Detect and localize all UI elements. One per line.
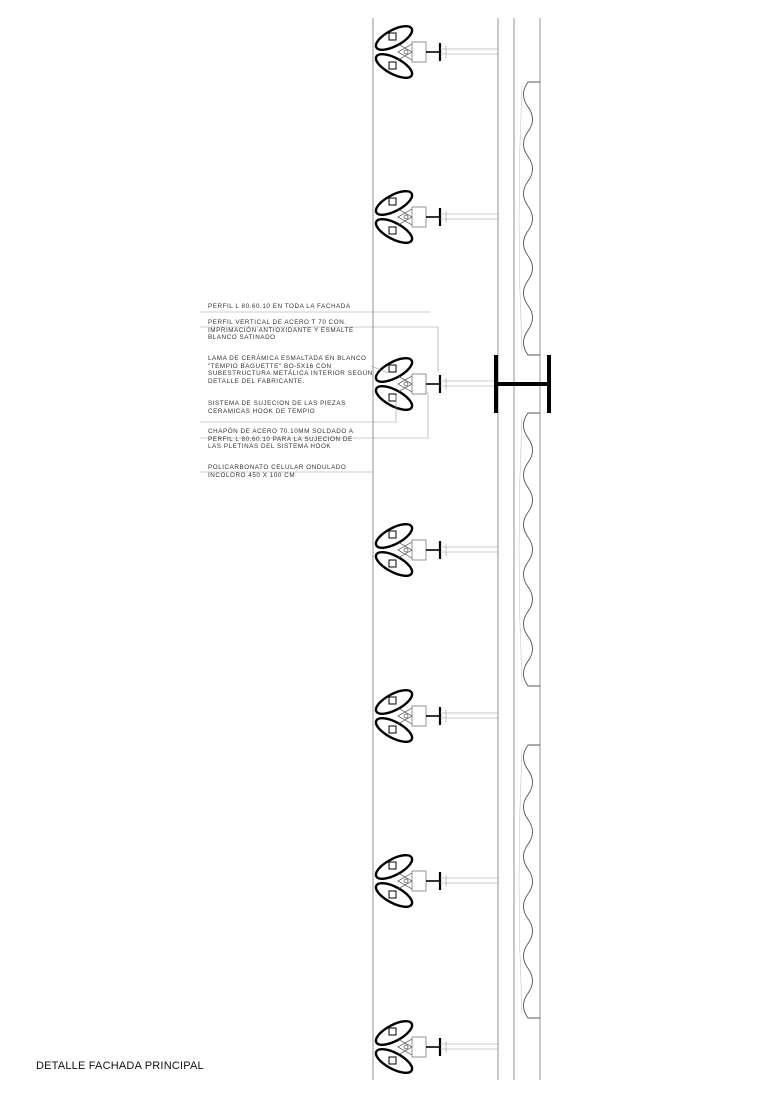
- slat-group: [373, 520, 498, 581]
- ceramic-slat: [373, 1045, 416, 1078]
- hook-pin: [404, 215, 408, 219]
- drawing-title: DETALLE FACHADA PRINCIPAL: [36, 1060, 204, 1072]
- fixing-plate: [412, 871, 426, 891]
- hook-pin: [404, 50, 408, 54]
- ceramic-slat: [373, 354, 416, 387]
- annotation-line: POLICARBONATO CELULAR ONDULADO: [208, 464, 347, 471]
- fixing-plate: [412, 540, 426, 560]
- slat-group: [373, 1017, 498, 1078]
- hook-clip: [398, 44, 412, 60]
- ceramic-slat: [373, 879, 416, 912]
- annotation-line: CERAMICAS HOOK DE TEMPIO: [208, 407, 316, 415]
- annotation-note: [208, 428, 354, 451]
- hook-clip: [398, 708, 412, 724]
- fixing-plate: [412, 207, 426, 227]
- ceramic-slat: [373, 50, 416, 83]
- ceramic-slat: [373, 22, 416, 55]
- fixing-plate: [412, 1037, 426, 1057]
- hook-clip: [398, 542, 412, 558]
- wave-profile: [524, 413, 541, 686]
- annotation-line: SUBESTRUCTURA METÁLICA INTERIOR SEGÚN: [208, 370, 373, 378]
- fixing-plate: [412, 42, 426, 62]
- slat-group: [373, 686, 498, 747]
- annotation-line: INCOLORO 450 X 100 CM: [208, 471, 296, 479]
- hook-pin: [404, 714, 408, 718]
- ceramic-slat: [373, 187, 416, 220]
- ceramic-slat-groups: [373, 22, 498, 1078]
- polycarbonate-panel: [519, 82, 540, 355]
- annotation-line: LAS PLETINAS DEL SISTEMA HOOK: [208, 443, 332, 451]
- annotation-note: [208, 355, 373, 385]
- annotation-line: PERFIL VERTICAL DE ACERO T 70 CON.: [208, 319, 347, 326]
- wave-profile: [524, 82, 541, 355]
- slat-group: [373, 187, 498, 248]
- hook-pin: [404, 879, 408, 883]
- polycarbonate-wave-panels: [519, 82, 540, 1018]
- wave-profile: [524, 745, 541, 1018]
- annotation-line: CHAPÓN DE ACERO 70.10MM SOLDADO A: [208, 428, 354, 435]
- hook-clip: [398, 209, 412, 225]
- annotation-note: [208, 303, 351, 311]
- annotation-line: IMPRIMACIÓN ANTIOXIDANTE Y ESMALTE: [208, 326, 354, 334]
- hook-clip: [398, 376, 412, 392]
- annotation-note: [208, 464, 346, 479]
- annotation-line: LAMA DE CERÁMICA ESMALTADA EN BLANCO: [208, 355, 367, 362]
- slat-group: [373, 22, 498, 83]
- annotation-line: DETALLE DEL FABRICANTE.: [208, 377, 305, 385]
- hook-pin: [404, 382, 408, 386]
- slat-group: [373, 851, 498, 912]
- steel-i-beam-section: [496, 355, 549, 413]
- ceramic-slat: [373, 714, 416, 747]
- ceramic-slat: [373, 520, 416, 553]
- fixing-plate: [412, 706, 426, 726]
- ceramic-slat: [373, 1017, 416, 1050]
- ceramic-slat: [373, 851, 416, 884]
- hook-pin: [404, 548, 408, 552]
- wave-shadow: [519, 749, 522, 1014]
- ceramic-slat: [373, 686, 416, 719]
- annotation-line: PERFIL L 80.60.10 PARA LA SUJECION DE: [208, 435, 353, 443]
- annotation-line: BLANCO SATINADO: [208, 334, 276, 342]
- wave-shadow: [519, 86, 522, 351]
- ceramic-slat: [373, 548, 416, 581]
- hook-clip: [398, 1039, 412, 1055]
- polycarbonate-panel: [519, 413, 540, 686]
- annotation-line: "TEMPIO BAGUETTE" BO-5X16 CON: [208, 362, 332, 370]
- hook-pin: [404, 1045, 408, 1049]
- vertical-structure-lines: [373, 18, 540, 1080]
- annotation-note: [208, 400, 346, 415]
- ceramic-slat: [373, 382, 416, 415]
- slat-group: [373, 354, 498, 415]
- annotation-note: [208, 319, 354, 342]
- annotation-line: PERFIL L 80.60.10 EN TODA LA FACHADA: [208, 303, 351, 310]
- hook-clip: [398, 873, 412, 889]
- wave-shadow: [519, 417, 522, 682]
- fixing-plate: [412, 374, 426, 394]
- polycarbonate-panel: [519, 745, 540, 1018]
- ceramic-slat: [373, 215, 416, 248]
- annotation-line: SISTEMA DE SUJECION DE LAS PIEZAS: [208, 400, 346, 407]
